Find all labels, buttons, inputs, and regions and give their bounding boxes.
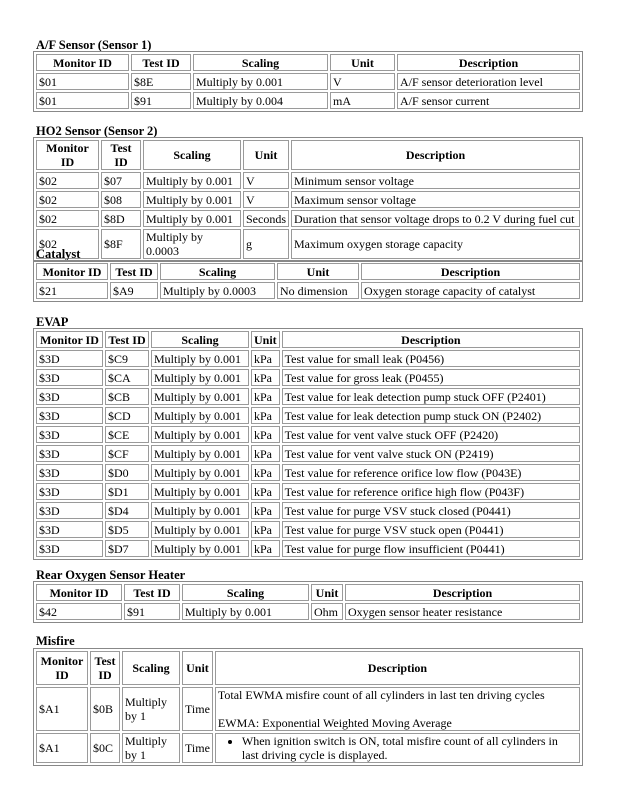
col-test-id: Test ID: [131, 54, 191, 71]
cell-scaling: Multiply by 0.001: [193, 73, 328, 90]
ho2-table-body: [36, 172, 580, 259]
cell-unit: kPa: [251, 540, 280, 557]
cell-description: Test value for vent valve stuck ON (P2419): [282, 445, 580, 462]
table-row: [36, 407, 580, 424]
cell-monitor-id: $3D: [36, 521, 103, 538]
cell-monitor-id: $3D: [36, 369, 103, 386]
section-title-catalyst: Catalyst: [36, 247, 81, 261]
evap-table-body: [36, 350, 580, 557]
table-row: [36, 210, 580, 227]
table-header-row: [36, 651, 580, 685]
cell-unit: g: [243, 229, 289, 259]
cell-monitor-id: $02: [36, 191, 99, 208]
cell-unit: kPa: [251, 502, 280, 519]
cell-monitor-id: $3D: [36, 540, 103, 557]
cell-description: [215, 733, 580, 763]
cell-scaling: Multiply by 0.001: [151, 502, 249, 519]
cell-monitor-id: $A1: [36, 687, 88, 731]
cell-description: Test value for gross leak (P0455): [282, 369, 580, 386]
cell-scaling: Multiply by 0.001: [151, 464, 249, 481]
table-row: [36, 369, 580, 386]
cell-scaling: Multiply by 0.001: [151, 407, 249, 424]
catalyst-table: [33, 260, 583, 302]
table-header-row: [36, 584, 580, 601]
cell-test-id: $D4: [105, 502, 149, 519]
col-description: Description: [345, 584, 580, 601]
section-title-heater: Rear Oxygen Sensor Heater: [36, 568, 186, 582]
cell-description: Duration that sensor voltage drops to 0.2 V during fuel cut: [291, 210, 580, 227]
table-row: [36, 540, 580, 557]
description-bullet: • When ignition switch is ON, total misfire count of all cylinders in last driving cycle is displayed.: [242, 734, 577, 762]
af-table-body: [36, 73, 580, 109]
table-header-row: [36, 331, 580, 348]
table-row: [36, 282, 580, 299]
table-header-row: [36, 263, 580, 280]
cell-description: Test value for small leak (P0456): [282, 350, 580, 367]
evap-table: [33, 328, 583, 560]
table-row: [36, 603, 580, 620]
cell-monitor-id: $21: [36, 282, 108, 299]
col-test-id: Test ID: [105, 331, 149, 348]
cell-description: [215, 687, 580, 731]
cell-monitor-id: $02: [36, 229, 99, 259]
cell-monitor-id: $42: [36, 603, 122, 620]
table-row: [36, 191, 580, 208]
col-scaling: Scaling: [151, 331, 249, 348]
catalyst-table-body: [36, 282, 580, 299]
cell-scaling: Multiply by 0.0003: [143, 229, 241, 259]
col-unit: Unit: [251, 331, 280, 348]
col-scaling: Scaling: [122, 651, 180, 685]
col-unit: Unit: [243, 140, 289, 170]
cell-monitor-id: $3D: [36, 464, 103, 481]
cell-description: Maximum sensor voltage: [291, 191, 580, 208]
table-row: [36, 229, 580, 259]
cell-description: Maximum oxygen storage capacity: [291, 229, 580, 259]
col-description: Description: [291, 140, 580, 170]
col-unit: Unit: [182, 651, 213, 685]
cell-scaling: Multiply by 0.001: [151, 426, 249, 443]
cell-test-id: $D7: [105, 540, 149, 557]
cell-scaling: Multiply by 0.001: [151, 445, 249, 462]
section-title-af: A/F Sensor (Sensor 1): [36, 38, 152, 52]
table-row: [36, 521, 580, 538]
cell-test-id: $0C: [90, 733, 120, 763]
misfire-table-body: [36, 687, 580, 763]
cell-test-id: $CE: [105, 426, 149, 443]
cell-unit: Time: [182, 733, 213, 763]
section-title-evap: EVAP: [36, 315, 69, 329]
col-monitor-id: Monitor ID: [36, 263, 108, 280]
cell-scaling: Multiply by 0.001: [182, 603, 309, 620]
table-header-row: [36, 140, 580, 170]
cell-unit: V: [243, 191, 289, 208]
cell-monitor-id: $3D: [36, 502, 103, 519]
cell-description: A/F sensor current: [397, 92, 580, 109]
cell-description: A/F sensor deterioration level: [397, 73, 580, 90]
cell-description: Test value for reference orifice low flow (P043E): [282, 464, 580, 481]
heater-table-body: [36, 603, 580, 620]
table-row: [36, 350, 580, 367]
description-note: EWMA: Exponential Weighted Moving Average: [217, 716, 452, 730]
cell-scaling: Multiply by 0.001: [151, 540, 249, 557]
cell-monitor-id: $02: [36, 210, 99, 227]
cell-unit: V: [330, 73, 395, 90]
table-row: [36, 464, 580, 481]
cell-monitor-id: $3D: [36, 388, 103, 405]
cell-description: Test value for vent valve stuck OFF (P2420): [282, 426, 580, 443]
cell-test-id: $91: [124, 603, 180, 620]
cell-test-id: $8D: [101, 210, 141, 227]
table-row: [36, 426, 580, 443]
cell-test-id: $8F: [101, 229, 141, 259]
cell-scaling: Multiply by 1: [122, 733, 180, 763]
cell-monitor-id: $3D: [36, 350, 103, 367]
cell-test-id: $07: [101, 172, 141, 189]
cell-unit: kPa: [251, 483, 280, 500]
cell-test-id: $D1: [105, 483, 149, 500]
cell-unit: V: [243, 172, 289, 189]
table-row: [36, 502, 580, 519]
cell-monitor-id: $3D: [36, 445, 103, 462]
table-row: [36, 388, 580, 405]
col-monitor-id: Monitor ID: [36, 331, 103, 348]
cell-description: Test value for purge VSV stuck open (P0441): [282, 521, 580, 538]
col-monitor-id: Monitor ID: [36, 584, 122, 601]
col-scaling: Scaling: [193, 54, 328, 71]
cell-test-id: $8E: [131, 73, 191, 90]
col-description: Description: [282, 331, 580, 348]
cell-unit: Time: [182, 687, 213, 731]
cell-scaling: Multiply by 0.001: [151, 521, 249, 538]
table-row: [36, 172, 580, 189]
cell-monitor-id: $3D: [36, 407, 103, 424]
col-description: Description: [215, 651, 580, 685]
cell-description: Test value for purge VSV stuck closed (P0441): [282, 502, 580, 519]
cell-test-id: $CF: [105, 445, 149, 462]
cell-description: Oxygen sensor heater resistance: [345, 603, 580, 620]
col-description: Description: [361, 263, 580, 280]
cell-scaling: Multiply by 0.001: [151, 369, 249, 386]
cell-test-id: $CA: [105, 369, 149, 386]
cell-monitor-id: $01: [36, 92, 129, 109]
cell-unit: kPa: [251, 426, 280, 443]
cell-unit: kPa: [251, 445, 280, 462]
table-row: [36, 687, 580, 731]
cell-scaling: Multiply by 0.001: [151, 350, 249, 367]
col-test-id: Test ID: [101, 140, 141, 170]
col-test-id: Test ID: [110, 263, 158, 280]
cell-unit: kPa: [251, 521, 280, 538]
misfire-table: [33, 648, 583, 766]
col-unit: Unit: [311, 584, 343, 601]
cell-description: Test value for leak detection pump stuck ON (P2402): [282, 407, 580, 424]
cell-unit: kPa: [251, 369, 280, 386]
cell-scaling: Multiply by 0.001: [143, 191, 241, 208]
cell-test-id: $A9: [110, 282, 158, 299]
table-row: [36, 73, 580, 90]
cell-monitor-id: $02: [36, 172, 99, 189]
description-list: [218, 734, 577, 762]
cell-scaling: Multiply by 0.0003: [160, 282, 275, 299]
cell-description: Test value for reference orifice high flow (P043F): [282, 483, 580, 500]
cell-description: Minimum sensor voltage: [291, 172, 580, 189]
col-unit: Unit: [330, 54, 395, 71]
cell-description: Test value for leak detection pump stuck OFF (P2401): [282, 388, 580, 405]
cell-test-id: $0B: [90, 687, 120, 731]
table-header-row: [36, 54, 580, 71]
cell-test-id: $CB: [105, 388, 149, 405]
cell-test-id: $C9: [105, 350, 149, 367]
cell-unit: kPa: [251, 464, 280, 481]
cell-description: Oxygen storage capacity of catalyst: [361, 282, 580, 299]
cell-scaling: Multiply by 0.001: [143, 172, 241, 189]
section-title-ho2: HO2 Sensor (Sensor 2): [36, 124, 158, 138]
cell-description: Test value for purge flow insufficient (P0441): [282, 540, 580, 557]
cell-monitor-id: $01: [36, 73, 129, 90]
cell-monitor-id: $A1: [36, 733, 88, 763]
col-monitor-id: Monitor ID: [36, 140, 99, 170]
cell-scaling: Multiply by 0.001: [151, 388, 249, 405]
col-monitor-id: Monitor ID: [36, 54, 129, 71]
heater-table: [33, 581, 583, 623]
cell-test-id: $D0: [105, 464, 149, 481]
table-row: [36, 483, 580, 500]
cell-unit: mA: [330, 92, 395, 109]
description-line: Total EWMA misfire count of all cylinders in last ten driving cycles: [217, 688, 545, 702]
col-scaling: Scaling: [143, 140, 241, 170]
cell-test-id: $CD: [105, 407, 149, 424]
cell-unit: kPa: [251, 388, 280, 405]
table-row: [36, 92, 580, 109]
col-monitor-id: Monitor ID: [36, 651, 88, 685]
cell-unit: kPa: [251, 407, 280, 424]
col-scaling: Scaling: [182, 584, 309, 601]
cell-scaling: Multiply by 0.001: [143, 210, 241, 227]
col-unit: Unit: [277, 263, 359, 280]
cell-monitor-id: $3D: [36, 426, 103, 443]
col-test-id: Test ID: [124, 584, 180, 601]
cell-test-id: $D5: [105, 521, 149, 538]
cell-unit: Ohm: [311, 603, 343, 620]
section-title-misfire: Misfire: [36, 634, 75, 648]
cell-scaling: Multiply by 1: [122, 687, 180, 731]
col-scaling: Scaling: [160, 263, 275, 280]
cell-unit: Seconds: [243, 210, 289, 227]
col-description: Description: [397, 54, 580, 71]
cell-scaling: Multiply by 0.004: [193, 92, 328, 109]
cell-unit: No dimension: [277, 282, 359, 299]
table-row: [36, 445, 580, 462]
cell-scaling: Multiply by 0.001: [151, 483, 249, 500]
cell-test-id: $91: [131, 92, 191, 109]
ho2-table: [33, 137, 583, 262]
cell-monitor-id: $3D: [36, 483, 103, 500]
cell-test-id: $08: [101, 191, 141, 208]
table-row: [36, 733, 580, 763]
col-test-id: Test ID: [90, 651, 120, 685]
af-table: [33, 51, 583, 112]
cell-unit: kPa: [251, 350, 280, 367]
